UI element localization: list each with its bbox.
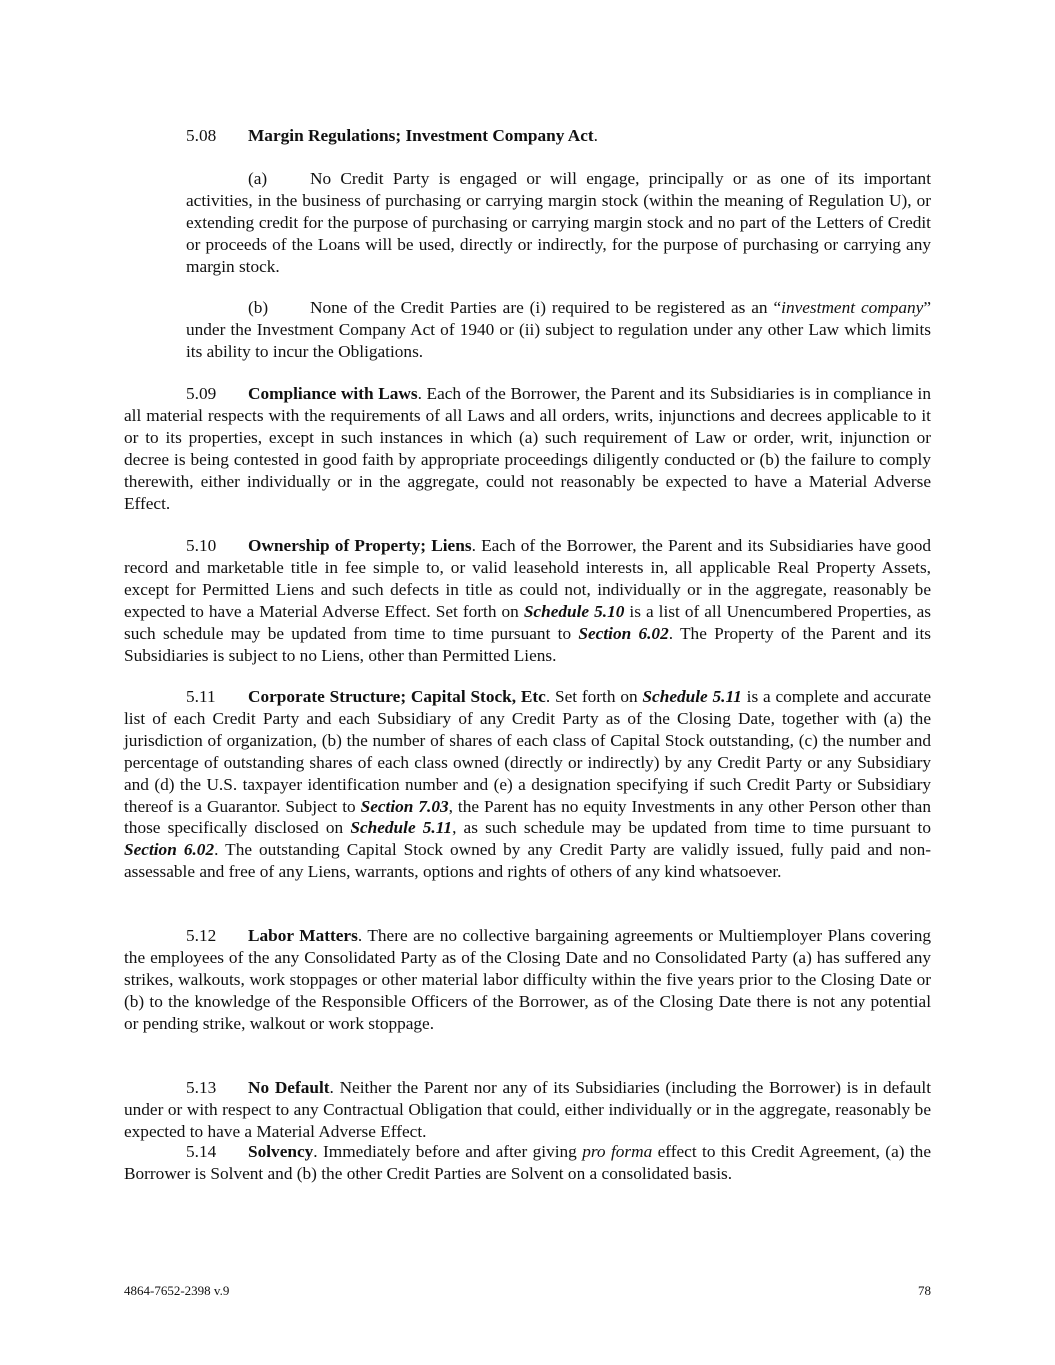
italic-term: pro forma [582,1142,653,1161]
schedule-reference: Schedule 5.11 [642,687,742,706]
schedule-reference: Schedule 5.11 [350,818,453,838]
section-reference: Section 6.02 [578,623,669,643]
clause-text: ” under the Investment Company Act of 1940 or (ii) subject to regulation under any other Law which limits its ability to incur the Obligations. [186,298,931,361]
clause-italic-term: investment company [781,298,924,317]
section-text: is a list of all Unencumbered Properties, as such schedule may be updated from time to time pursuant to [124,601,931,643]
section-5-08-heading: 5.08 Margin Regulations; Investment Company Act. [186,126,598,145]
section-5-13 [124,1077,931,1143]
footer-document-id: 4864-7652-2398 v.9 [124,1283,230,1298]
section-number: 5.12 [186,926,217,945]
section-text: . The Property of the Parent and its Subsidiaries is subject to no Liens, other than Permitted Liens. [124,623,931,665]
clause-text: No Credit Party is engaged or will engage, principally or as one of its important activities, in the business of purchasing or carrying margin stock (within the meaning of Regulation U), or extending credit for the purpose of purchasing or carrying margin stock and no part of the Letters of Credit or proceeds of the Loans will be used, directly or indirectly, for the purpose of purchasing or carrying any margin stock. [186,169,931,276]
section-title: No Default [248,1078,330,1097]
section-title: Margin Regulations; Investment Company Act [248,126,594,145]
section-5-11 [124,686,931,883]
section-text: is a complete and accurate list of each Credit Party and each Subsidiary of any Credit Party as of the Closing Date, together with (a) the jurisdiction of organization, (b) the number of shares of each class of Capital Stock outstanding, (c) the number and percentage of outstanding shares of each class owned (directly or indirectly) by any Credit Party or any Subsidiary and (d) the U.S. taxpayer identification number and (e) a designation specifying if such Credit Party or Subsidiary thereof is a Guarantor. Subject to [124,687,931,816]
footer-page-number: 78 [918,1283,931,1298]
section-number: 5.09 [186,384,217,403]
clause-text: None of the Credit Parties are (i) required to be registered as an “ [310,298,782,317]
section-reference: Section 6.02 [124,840,215,860]
section-5-08-a [186,168,931,278]
section-text: , as such schedule may be updated from time to time pursuant to [452,818,931,838]
section-title: Solvency [248,1142,314,1161]
section-number: 5.13 [186,1078,217,1097]
section-text: , the Parent has no equity Investments in any other Person other than those specifically disclosed on [124,796,931,838]
section-number: 5.14 [186,1142,217,1161]
section-text: . Immediately before and after giving [313,1142,583,1161]
section-number: 5.10 [186,536,217,555]
section-reference: Section 7.03 [360,796,449,816]
section-text: . The outstanding Capital Stock owned by any Credit Party are validly issued, fully paid and non-assessable and free of any Liens, warrants, options and rights of others of any kind whatsoever. [124,840,932,882]
clause-label: (a) [248,169,268,188]
section-title: Compliance with Laws [248,384,418,403]
section-5-14 [124,1141,931,1185]
section-title: Ownership of Property; Liens [248,536,472,555]
section-5-09 [124,383,931,514]
section-number: 5.08 [186,126,217,145]
section-text: . Set forth on [545,687,643,706]
clause-label: (b) [248,298,269,317]
section-text: . Each of the Borrower, the Parent and its Subsidiaries is in compliance in all material respects with the requirements of all Laws and all orders, writs, injunctions and decrees applicable to it or to its properties, except in such instances in which (a) such requirement of Law or order, writ, injunction or decree is being contested in good faith by appropriate proceedings diligently conducted or (b) the failure to comply therewith, either individually or in the aggregate, could not reasonably be expected to have a Material Adverse Effect. [124,384,931,513]
section-5-10 [124,535,931,666]
section-number: 5.11 [186,687,216,706]
section-text: effect to this Credit Agreement, (a) the Borrower is Solvent and (b) the other Credit Parties are Solvent on a consolidated basis. [124,1142,931,1183]
section-5-12 [124,925,931,1035]
section-title: Corporate Structure; Capital Stock, Etc [248,687,546,706]
section-text: . There are no collective bargaining agreements or Multiemployer Plans covering the employees of the any Consolidated Party as of the Closing Date and no Consolidated Party (a) has suffered any strikes, walkouts, work stoppages or other material labor difficulty within the five years prior to the Closing Date or (b) to the knowledge of the Responsible Officers of the Borrower, as of the Closing Date there is not any potential or pending strike, walkout or work stoppage. [124,926,932,1033]
section-text: . Neither the Parent nor any of its Subsidiaries (including the Borrower) is in default under or with respect to any Contractual Obligation that could, either individually or in the aggregate, reasonably be expected to have a Material Adverse Effect. [124,1078,932,1141]
section-text: . Each of the Borrower, the Parent and its Subsidiaries have good record and marketable title in fee simple to, or valid leasehold interests in, all applicable Real Property Assets, except for Permitted Liens and such defects in title as could not, individually or in the aggregate, reasonably be expected to have a Material Adverse Effect. Set forth on [124,536,931,621]
section-5-08-b [186,297,931,363]
schedule-reference: Schedule 5.10 [523,601,625,621]
section-title: Labor Matters [248,926,358,945]
